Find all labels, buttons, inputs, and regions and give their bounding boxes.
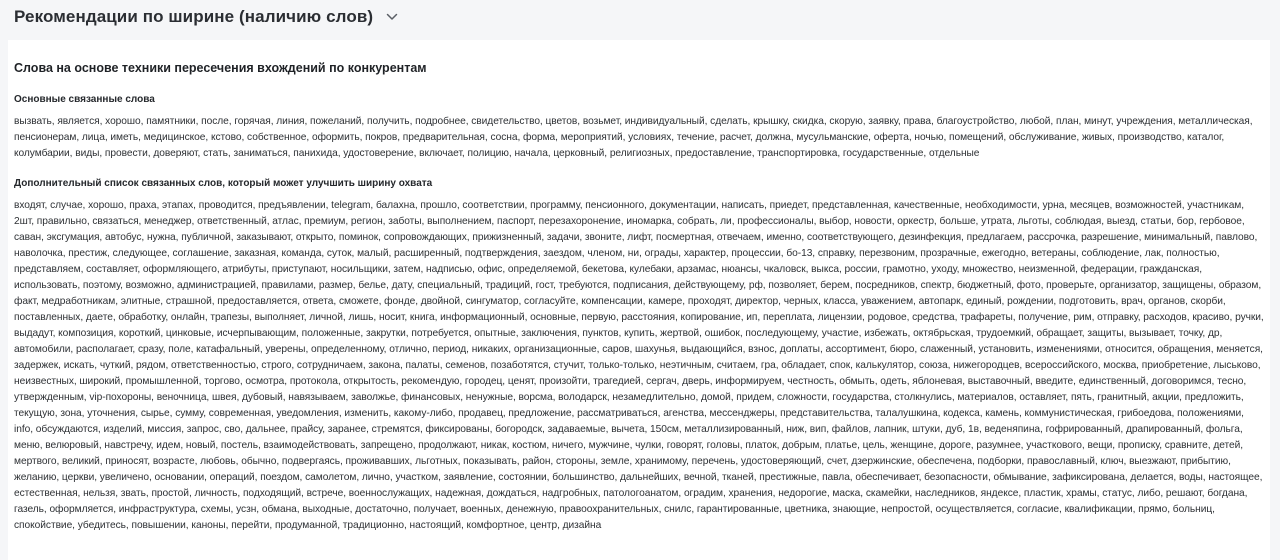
recommendations-card	[8, 40, 1270, 560]
chevron-down-icon[interactable]	[385, 10, 399, 24]
section-header[interactable]	[0, 0, 1280, 34]
main-words-title: Основные связанные слова	[14, 94, 155, 105]
technique-title: Слова на основе техники пересечения вхождений по конкурентам	[14, 61, 427, 75]
extra-words-list: входят, случае, хорошо, праха, этапах, проводится, предъявлении, telegram, балахна, прошло, соответствии, программу, пенсионного, документации, написать, приедет, представленная, качественные, необходимости, урна, месяцев, возможностей, участникам, 2шт, правильно, связаться, менеджер, ответственный, атлас, премиум, регион, заботы, выполнением, паспорт, перезахоронение, иномарка, собрать, ли, профессионалы, выбор, новости, оркестр, больше, утрата, льготы, соблюдая, выезд, статьи, бор, гербовое, саван, эксгумация, автобус, нужна, публичной, заказывают, открыто, поминок, сопровождающих, прижизненный, задачи, звоните, лифт, посмертная, отвечаем, именно, соответствующего, дезинфекция, предлагаем, рассрочка, разрешение, минимальный, павлово, наволочка, престиж, следующее, соглашение, заказная, команда, суток, малый, расширенный, подтверждения, заездом, членом, ни, ограды, характер, процессии, бо-13, справку, перезвоним, прозрачные, ежегодно, ветераны, соблюдение, лак, полностью, представляем, составляет, оформляющего, атрибуты, приступают, носильщики, затем, надписью, офис, определяемой, бекетова, кулебаки, арзамас, нюансы, чкаловск, выкса, россии, грамотно, уходу, множество, неизменной, федерации, гражданская, использовать, поэтому, возможно, администрацией, правилами, размер, белье, дату, специальный, традиций, гост, требуются, подписания, действующему, рф, позволяет, берем, посредников, спектр, бюджетный, фото, проверьте, организатор, защищены, образом, факт, медработникам, элитные, страшной, предоставляется, ответа, сможете, фонде, двойной, сингуматор, согласуйте, компенсации, камере, проходят, директор, черных, класса, уважением, автопарк, единый, рождении, подготовить, врач, органов, скорби, поставленных, даете, обработку, онлайн, трапезы, выполняет, личной, лишь, носит, книга, информационный, основные, первую, расстояния, копирование, ип, переплата, лицензии, родовое, средства, трафареты, получение, рим, отправку, расходов, красиво, ручки, выдадут, композиция, короткий, цинковые, исчерпывающим, положенные, закрутки, потребуется, опытные, заключения, пунктов, купить, жертвой, ошибок, последующему, участие, избежать, октябрьская, трудоемкий, обращает, защиты, вызывает, точку, др, автомобили, располагает, сразу, поле, катафальный, уверены, определенному, отлично, период, никаких, организационные, саров, шахунья, выдающийся, взнос, доплаты, ассортимент, бюро, слаженный, установить, изменениями, относится, обращения, меняется, задержек, искать, чуткий, рядом, ответственностью, строго, сотрудничаем, закона, палаты, семенов, позаботятся, стучит, только-только, неэтичным, считаем, гра, обладает, спок, калькулятор, союза, нижегородцев, всероссийского, москва, приобретение, лыськово, неизвестных, широкий, промышленной, торгово, осмотра, протокола, открытость, рекомендую, городец, ценят, произойти, трагедией, сергач, дверь, информируем, честность, обмыть, одеть, яблоневая, выставочный, введите, единственный, договоримся, тесно, утвержденным, vip-похороны, веночница, швея, дубовый, навязываем, заволжье, финансовых, ненужные, ворсма, володарск, незамедлительно, домой, придем, сложности, государства, столкнулись, материалов, оставляет, пять, гранитный, акции, предложить, текущую, зона, уточнения, сырье, сумму, современная, уведомления, изменить, какому-либо, продавец, предложение, рассматриваться, агенства, мессенджеры, представительства, талалушкина, кодекса, камень, коммунистическая, грибоедова, положениями, info, обсуждаются, изделий, миссия, запрос, сво, дальнее, прайсу, заранее, стремятся, фиксированы, богородск, задаваемые, вычета, 150см, металлизированный, ниж, вип, файлов, лапник, штуки, дуб, 1в, веденяпина, гофрированный, драпированный, фольга, меню, велюровый, навстречу, идем, новый, постель, взаимодействовать, запрещено, продолжают, никак, костюм, ничего, мужчине, чулки, говорят, головы, платок, добрым, платье, цель, женщине, дороге, разумнее, участкового, вещи, прописку, сравните, детей, мертвого, великий, приносят, возрасте, любовь, обычно, подвергаясь, проживавших, льготных, показывать, район, стороны, земле, хранимому, перечень, удостоверяющий, счет, дзержинские, обеспечена, подборки, православный, ключ, выезжают, прибытию, желанию, церкви, увеличено, основании, операций, поездом, самолетом, лично, участком, заявление, состоянии, большинство, дальнейших, вечной, тканей, престижные, павла, обеспечивает, безопасности, обмывание, зафиксирована, делается, воды, настоящее, естественная, нельзя, звать, простой, личность, подходящий, встрече, военнослужащих, надежная, дождаться, надгробных, патологоанатом, оградим, хранения, недорогие, маска, скамейки, наследников, яндексе, пластик, храмы, статус, либо, решают, богдана, газель, оформляется, инфраструктура, схемы, усзн, обмана, выходные, достаточно, получает, военных, денежную, правоохранительных, снилс, гарантированные, цветника, знающие, непростой, осуществляется, согласие, квалификации, прямо, больниц, спокойствие, убедитесь, повышении, каноны, перейти, продуманной, традиционно, настоящий, комфортное, центр, дизайна	[14, 200, 1264, 531]
extra-words-title: Дополнительный список связанных слов, который может улучшить ширину охвата	[14, 178, 433, 189]
main-words-list: вызвать, является, хорошо, памятники, после, горячая, линия, пожеланий, получить, подробнее, свидетельство, цветов, возьмет, индивидуальный, сделать, крышку, скидка, скорую, заявку, права, благоустройство, любой, план, минут, учреждения, металлическая, пенсионерам, лица, иметь, медицинское, кстово, собственное, оформить, покров, предварительная, сосна, форма, мероприятий, условиях, течение, расчет, должна, мусульманские, оферта, ночью, помещений, обслуживание, живых, производство, каталог, колумбарии, виды, провести, доверяют, стать, заниматься, панихида, удостоверение, включает, полицию, начала, церковный, религиозных, предоставление, транспортировка, государственные, отдельные	[14, 116, 1253, 159]
section-header-title: Рекомендации по ширине (наличию слов)	[14, 7, 374, 26]
